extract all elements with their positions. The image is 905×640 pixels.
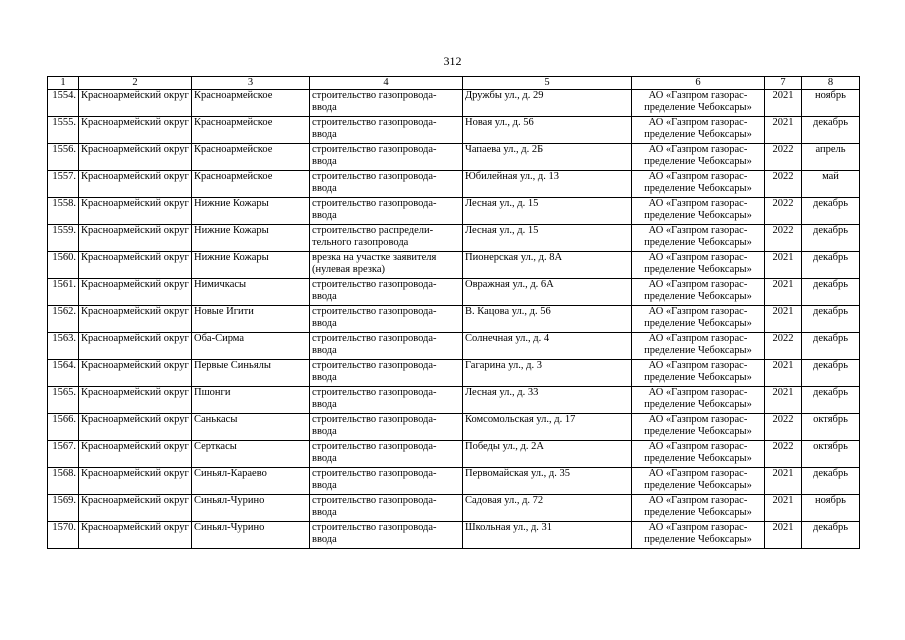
month-cell: декабрь	[802, 198, 860, 225]
column-header: 8	[802, 77, 860, 90]
district-cell: Красноармейский округ	[79, 198, 192, 225]
table-row	[48, 387, 860, 414]
settlement-cell: Нижние Кожары	[192, 198, 310, 225]
column-header: 7	[765, 77, 802, 90]
table-row	[48, 522, 860, 549]
year-cell: 2022	[765, 333, 802, 360]
year-cell: 2022	[765, 225, 802, 252]
settlement-cell: Нимичкасы	[192, 279, 310, 306]
settlement-cell: Нижние Кожары	[192, 252, 310, 279]
month-cell: декабрь	[802, 279, 860, 306]
month-cell: ноябрь	[802, 495, 860, 522]
organization-cell: АО «Газпром газорас-пределение Чебоксары»	[632, 279, 765, 306]
address-cell: Первомайская ул., д. 35	[463, 468, 632, 495]
address-cell: Комсомольская ул., д. 17	[463, 414, 632, 441]
address-cell: Гагарина ул., д. 3	[463, 360, 632, 387]
organization-cell: АО «Газпром газорас-пределение Чебоксары»	[632, 117, 765, 144]
district-cell: Красноармейский округ	[79, 333, 192, 360]
table-row	[48, 495, 860, 522]
month-cell: декабрь	[802, 360, 860, 387]
address-cell: Садовая ул., д. 72	[463, 495, 632, 522]
month-cell: декабрь	[802, 333, 860, 360]
year-cell: 2021	[765, 495, 802, 522]
settlement-cell: Нижние Кожары	[192, 225, 310, 252]
work-type-cell: врезка на участке заявителя (нулевая врезка)	[310, 252, 463, 279]
column-number-header-row	[48, 77, 860, 90]
row-number: 1557.	[48, 171, 79, 198]
settlement-cell: Синьял-Чурино	[192, 495, 310, 522]
settlement-cell: Серткасы	[192, 441, 310, 468]
settlement-cell: Оба-Сирма	[192, 333, 310, 360]
year-cell: 2022	[765, 198, 802, 225]
work-type-cell: строительство газопровода-ввода	[310, 279, 463, 306]
work-type-cell: строительство газопровода-ввода	[310, 441, 463, 468]
year-cell: 2021	[765, 117, 802, 144]
district-cell: Красноармейский округ	[79, 468, 192, 495]
district-cell: Красноармейский округ	[79, 441, 192, 468]
month-cell: апрель	[802, 144, 860, 171]
year-cell: 2021	[765, 522, 802, 549]
district-cell: Красноармейский округ	[79, 495, 192, 522]
work-type-cell: строительство газопровода-ввода	[310, 495, 463, 522]
row-number: 1566.	[48, 414, 79, 441]
district-cell: Красноармейский округ	[79, 144, 192, 171]
column-header: 1	[48, 77, 79, 90]
address-cell: Школьная ул., д. 31	[463, 522, 632, 549]
organization-cell: АО «Газпром газорас-пределение Чебоксары»	[632, 252, 765, 279]
district-cell: Красноармейский округ	[79, 90, 192, 117]
row-number: 1558.	[48, 198, 79, 225]
organization-cell: АО «Газпром газорас-пределение Чебоксары»	[632, 441, 765, 468]
organization-cell: АО «Газпром газорас-пределение Чебоксары»	[632, 90, 765, 117]
row-number: 1563.	[48, 333, 79, 360]
month-cell: декабрь	[802, 225, 860, 252]
row-number: 1569.	[48, 495, 79, 522]
settlement-cell: Новые Игити	[192, 306, 310, 333]
row-number: 1568.	[48, 468, 79, 495]
table-row	[48, 144, 860, 171]
table-row	[48, 333, 860, 360]
row-number: 1567.	[48, 441, 79, 468]
district-cell: Красноармейский округ	[79, 279, 192, 306]
column-header: 2	[79, 77, 192, 90]
year-cell: 2022	[765, 171, 802, 198]
month-cell: октябрь	[802, 441, 860, 468]
table-row	[48, 225, 860, 252]
month-cell: декабрь	[802, 468, 860, 495]
month-cell: декабрь	[802, 117, 860, 144]
organization-cell: АО «Газпром газорас-пределение Чебоксары»	[632, 225, 765, 252]
table-row	[48, 117, 860, 144]
work-type-cell: строительство распредели-тельного газопровода	[310, 225, 463, 252]
address-cell: Лесная ул., д. 15	[463, 225, 632, 252]
address-cell: Солнечная ул., д. 4	[463, 333, 632, 360]
row-number: 1555.	[48, 117, 79, 144]
settlement-cell: Пшонги	[192, 387, 310, 414]
address-cell: Овражная ул., д. 6А	[463, 279, 632, 306]
month-cell: май	[802, 171, 860, 198]
year-cell: 2021	[765, 279, 802, 306]
district-cell: Красноармейский округ	[79, 387, 192, 414]
district-cell: Красноармейский округ	[79, 171, 192, 198]
row-number: 1562.	[48, 306, 79, 333]
address-cell: Новая ул., д. 56	[463, 117, 632, 144]
page-number: 312	[443, 54, 462, 68]
organization-cell: АО «Газпром газорас-пределение Чебоксары»	[632, 171, 765, 198]
row-number: 1565.	[48, 387, 79, 414]
column-header: 3	[192, 77, 310, 90]
work-type-cell: строительство газопровода-ввода	[310, 360, 463, 387]
work-type-cell: строительство газопровода-ввода	[310, 306, 463, 333]
address-cell: Чапаева ул., д. 2Б	[463, 144, 632, 171]
organization-cell: АО «Газпром газорас-пределение Чебоксары»	[632, 468, 765, 495]
work-type-cell: строительство газопровода-ввода	[310, 468, 463, 495]
work-type-cell: строительство газопровода-ввода	[310, 144, 463, 171]
month-cell: октябрь	[802, 414, 860, 441]
table-row	[48, 306, 860, 333]
table-row	[48, 90, 860, 117]
organization-cell: АО «Газпром газорас-пределение Чебоксары»	[632, 414, 765, 441]
district-cell: Красноармейский округ	[79, 522, 192, 549]
table-row	[48, 414, 860, 441]
district-cell: Красноармейский округ	[79, 306, 192, 333]
year-cell: 2022	[765, 414, 802, 441]
row-number: 1556.	[48, 144, 79, 171]
district-cell: Красноармейский округ	[79, 252, 192, 279]
work-type-cell: строительство газопровода-ввода	[310, 117, 463, 144]
address-cell: Лесная ул., д. 15	[463, 198, 632, 225]
settlement-cell: Первые Синьялы	[192, 360, 310, 387]
organization-cell: АО «Газпром газорас-пределение Чебоксары»	[632, 144, 765, 171]
table-row	[48, 171, 860, 198]
row-number: 1560.	[48, 252, 79, 279]
row-number: 1559.	[48, 225, 79, 252]
address-cell: Дружбы ул., д. 29	[463, 90, 632, 117]
address-cell: Юбилейная ул., д. 13	[463, 171, 632, 198]
work-type-cell: строительство газопровода-ввода	[310, 171, 463, 198]
gas-connection-table	[47, 76, 860, 549]
organization-cell: АО «Газпром газорас-пределение Чебоксары»	[632, 387, 765, 414]
work-type-cell: строительство газопровода-ввода	[310, 198, 463, 225]
year-cell: 2021	[765, 90, 802, 117]
column-header: 5	[463, 77, 632, 90]
table-row	[48, 441, 860, 468]
row-number: 1564.	[48, 360, 79, 387]
row-number: 1570.	[48, 522, 79, 549]
year-cell: 2022	[765, 441, 802, 468]
district-cell: Красноармейский округ	[79, 360, 192, 387]
work-type-cell: строительство газопровода-ввода	[310, 414, 463, 441]
year-cell: 2021	[765, 306, 802, 333]
table-row	[48, 360, 860, 387]
settlement-cell: Синьял-Чурино	[192, 522, 310, 549]
row-number: 1561.	[48, 279, 79, 306]
settlement-cell: Синьял-Караево	[192, 468, 310, 495]
month-cell: ноябрь	[802, 90, 860, 117]
settlement-cell: Красноармейское	[192, 90, 310, 117]
table-row	[48, 468, 860, 495]
year-cell: 2021	[765, 387, 802, 414]
work-type-cell: строительство газопровода-ввода	[310, 522, 463, 549]
work-type-cell: строительство газопровода-ввода	[310, 90, 463, 117]
address-cell: Пионерская ул., д. 8А	[463, 252, 632, 279]
row-number: 1554.	[48, 90, 79, 117]
year-cell: 2021	[765, 468, 802, 495]
organization-cell: АО «Газпром газорас-пределение Чебоксары»	[632, 198, 765, 225]
column-header: 4	[310, 77, 463, 90]
table-row	[48, 279, 860, 306]
year-cell: 2022	[765, 144, 802, 171]
address-cell: Лесная ул., д. 33	[463, 387, 632, 414]
settlement-cell: Санькасы	[192, 414, 310, 441]
month-cell: декабрь	[802, 387, 860, 414]
organization-cell: АО «Газпром газорас-пределение Чебоксары»	[632, 522, 765, 549]
organization-cell: АО «Газпром газорас-пределение Чебоксары»	[632, 333, 765, 360]
settlement-cell: Красноармейское	[192, 117, 310, 144]
address-cell: Победы ул., д. 2А	[463, 441, 632, 468]
organization-cell: АО «Газпром газорас-пределение Чебоксары»	[632, 495, 765, 522]
table-row	[48, 252, 860, 279]
district-cell: Красноармейский округ	[79, 117, 192, 144]
work-type-cell: строительство газопровода-ввода	[310, 333, 463, 360]
organization-cell: АО «Газпром газорас-пределение Чебоксары»	[632, 306, 765, 333]
column-header: 6	[632, 77, 765, 90]
district-cell: Красноармейский округ	[79, 414, 192, 441]
settlement-cell: Красноармейское	[192, 144, 310, 171]
work-type-cell: строительство газопровода-ввода	[310, 387, 463, 414]
month-cell: декабрь	[802, 252, 860, 279]
table-row	[48, 198, 860, 225]
district-cell: Красноармейский округ	[79, 225, 192, 252]
month-cell: декабрь	[802, 306, 860, 333]
year-cell: 2021	[765, 252, 802, 279]
address-cell: В. Кацова ул., д. 56	[463, 306, 632, 333]
organization-cell: АО «Газпром газорас-пределение Чебоксары»	[632, 360, 765, 387]
settlement-cell: Красноармейское	[192, 171, 310, 198]
month-cell: декабрь	[802, 522, 860, 549]
year-cell: 2021	[765, 360, 802, 387]
